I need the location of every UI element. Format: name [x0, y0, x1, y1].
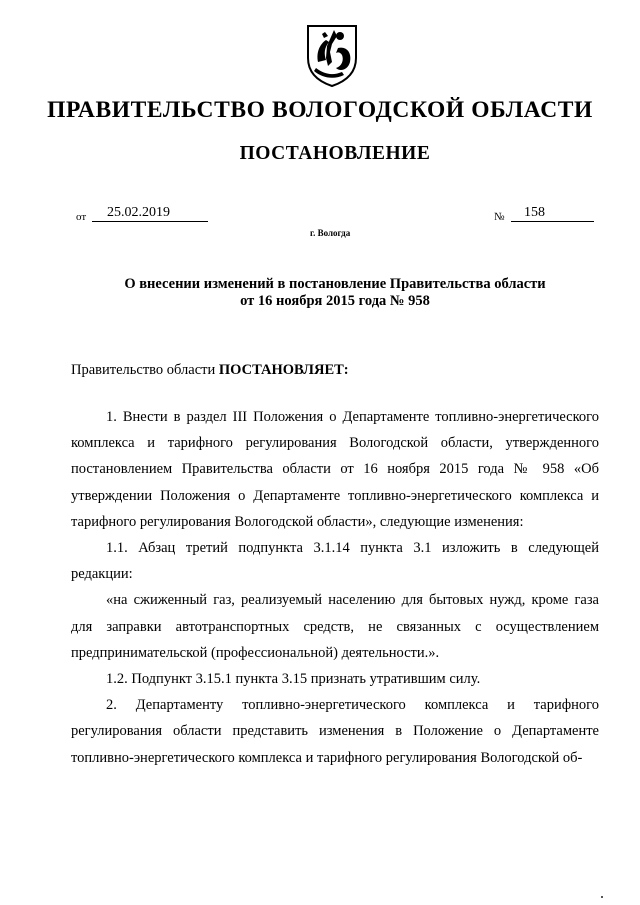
- vologda-coat-of-arms-icon: [302, 22, 362, 88]
- subject-line-2: от 16 ноября 2015 года № 958: [240, 293, 430, 309]
- scan-mark: [601, 896, 603, 898]
- document-number: 158: [511, 205, 594, 222]
- paragraph-1-2: 1.2. Подпункт 3.15.1 пункта 3.15 признать утратившим силу.: [106, 671, 481, 688]
- document-subject: [80, 276, 590, 310]
- paragraph-1-1: 1.1. Абзац третий подпункта 3.1.14 пункта 3.1 изложить в следующей редакции:: [71, 540, 599, 583]
- quoted-text: «на сжиженный газ, реализуемый населению для бытовых нужд, кроме газа для заправки автотранспортных средств, не связанных с осуществлением предпринимательской (профессиональной) деятельности.».: [71, 592, 599, 661]
- city-name: г. Вологда: [310, 228, 351, 238]
- date-label: от: [76, 211, 87, 223]
- paragraph-1: 1. Внести в раздел III Положения о Департаменте топливно-энергетического комплекса и тарифного регулирования Вологодской области, утвержденного постановлением Правительства области от 16 ноября 2015 года № 958 «Об утверждении Положения о Департаменте топливно-энергетического комплекса и тарифного регулирования Вологодской области», следующие изменения:: [71, 409, 599, 530]
- preamble-resolves: ПОСТАНОВЛЯЕТ:: [218, 362, 349, 378]
- document-type: ПОСТАНОВЛЕНИЕ: [239, 143, 431, 164]
- government-title: ПРАВИТЕЛЬСТВО ВОЛОГОДСКОЙ ОБЛАСТИ: [47, 97, 593, 123]
- document-date: 25.02.2019: [92, 205, 208, 222]
- paragraph-2: 2. Департаменту топливно-энергетического комплекса и тарифного регулирования области представить изменения в Положение о Департаменте топливно-энергетического комплекса и тарифного регулирования Вологодской об-: [71, 697, 599, 766]
- subject-line-1: О внесении изменений в постановление Правительства области: [124, 276, 546, 292]
- number-label: №: [494, 211, 505, 223]
- document-body: [71, 404, 599, 771]
- preamble-lead: Правительство области: [71, 362, 219, 378]
- preamble: [71, 362, 349, 379]
